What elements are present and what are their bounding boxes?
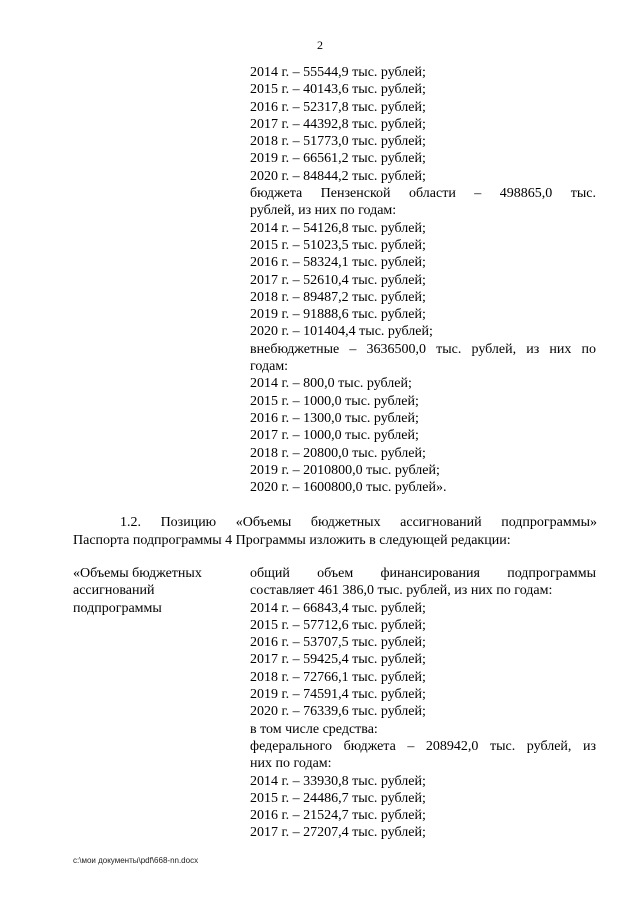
label-line: подпрограммы xyxy=(73,600,162,616)
list-item: 2014 г. – 33930,8 тыс. рублей; xyxy=(250,773,426,789)
list-item: 2019 г. – 74591,4 тыс. рублей; xyxy=(250,687,426,703)
federal-budget-text: федерального бюджета – 208942,0 тыс. рублей, из xyxy=(250,738,596,754)
label-line: ассигнований xyxy=(73,583,155,599)
list-item: 2016 г. – 53707,5 тыс. рублей; xyxy=(250,635,426,651)
file-path-footer: c:\мои документы\pdf\668-nn.docx xyxy=(73,856,199,865)
list-item: 2016 г. – 21524,7 тыс. рублей; xyxy=(250,808,426,824)
funding-block-continued xyxy=(250,64,596,496)
list-item: 2018 г. – 20800,0 тыс. рублей; xyxy=(250,445,426,461)
extrabudgetary-text-cont: годам: xyxy=(250,359,289,375)
list-item: 2016 г. – 58324,1 тыс. рублей; xyxy=(250,255,426,271)
list-item: 2018 г. – 89487,2 тыс. рублей; xyxy=(250,289,426,305)
list-item: 2019 г. – 2010800,0 тыс. рублей; xyxy=(250,462,440,478)
list-item: 2017 г. – 44392,8 тыс. рублей; xyxy=(250,116,426,132)
list-item: 2019 г. – 66561,2 тыс. рублей; xyxy=(250,151,426,167)
list-item: 2016 г. – 1300,0 тыс. рублей; xyxy=(250,410,419,426)
list-item: 2020 г. – 101404,4 тыс. рублей; xyxy=(250,324,433,340)
amendment-paragraph xyxy=(73,514,597,549)
list-item: 2014 г. – 800,0 тыс. рублей; xyxy=(250,376,412,392)
list-item: 2017 г. – 59425,4 тыс. рублей; xyxy=(250,652,426,668)
extrabudgetary-text: внебюджетные – 3636500,0 тыс. рублей, из них по xyxy=(250,341,596,357)
list-item: 2017 г. – 27207,4 тыс. рублей; xyxy=(250,825,426,841)
label-line: «Объемы бюджетных xyxy=(73,566,202,581)
page-number: 2 xyxy=(317,38,323,52)
amendment-text: 1.2. Позицию «Объемы бюджетных ассигнований подпрограммы» xyxy=(120,515,597,530)
list-item: 2020 г. – 76339,6 тыс. рублей; xyxy=(250,704,426,720)
list-item: 2019 г. – 91888,6 тыс. рублей; xyxy=(250,307,426,323)
list-item: 2014 г. – 54126,8 тыс. рублей; xyxy=(250,220,426,236)
total-funding-text: общий объем финансирования подпрограммы xyxy=(250,566,596,581)
position-label xyxy=(73,565,233,617)
list-item: 2017 г. – 1000,0 тыс. рублей; xyxy=(250,428,419,444)
list-item: 2015 г. – 51023,5 тыс. рублей; xyxy=(250,237,426,253)
list-item: 2015 г. – 40143,6 тыс. рублей; xyxy=(250,82,426,98)
list-item: 2020 г. – 84844,2 тыс. рублей; xyxy=(250,168,426,184)
list-item: 2014 г. – 66843,4 тыс. рублей; xyxy=(250,600,426,616)
federal-budget-text-cont: них по годам: xyxy=(250,756,332,772)
list-item: 2015 г. – 24486,7 тыс. рублей; xyxy=(250,790,426,806)
list-item: 2018 г. – 72766,1 тыс. рублей; xyxy=(250,669,426,685)
list-item: 2016 г. – 52317,8 тыс. рублей; xyxy=(250,99,426,115)
list-item: 2014 г. – 55544,9 тыс. рублей; xyxy=(250,65,426,80)
list-item: 2015 г. – 1000,0 тыс. рублей; xyxy=(250,393,419,409)
regional-budget-text-cont: рублей, из них по годам: xyxy=(250,203,397,219)
list-item: 2017 г. – 52610,4 тыс. рублей; xyxy=(250,272,426,288)
list-item: 2020 г. – 1600800,0 тыс. рублей». xyxy=(250,480,447,496)
list-item: 2018 г. – 51773,0 тыс. рублей; xyxy=(250,134,426,150)
including-text: в том числе средства: xyxy=(250,721,378,737)
total-funding-text-cont: составляет 461 386,0 тыс. рублей, из них по годам: xyxy=(250,583,553,599)
regional-budget-text: бюджета Пензенской области – 498865,0 тыс. xyxy=(250,186,596,202)
amendment-text-cont: Паспорта подпрограммы 4 Программы изложить в следующей редакции: xyxy=(73,532,511,548)
funding-block-new xyxy=(250,565,596,842)
list-item: 2015 г. – 57712,6 тыс. рублей; xyxy=(250,617,426,633)
